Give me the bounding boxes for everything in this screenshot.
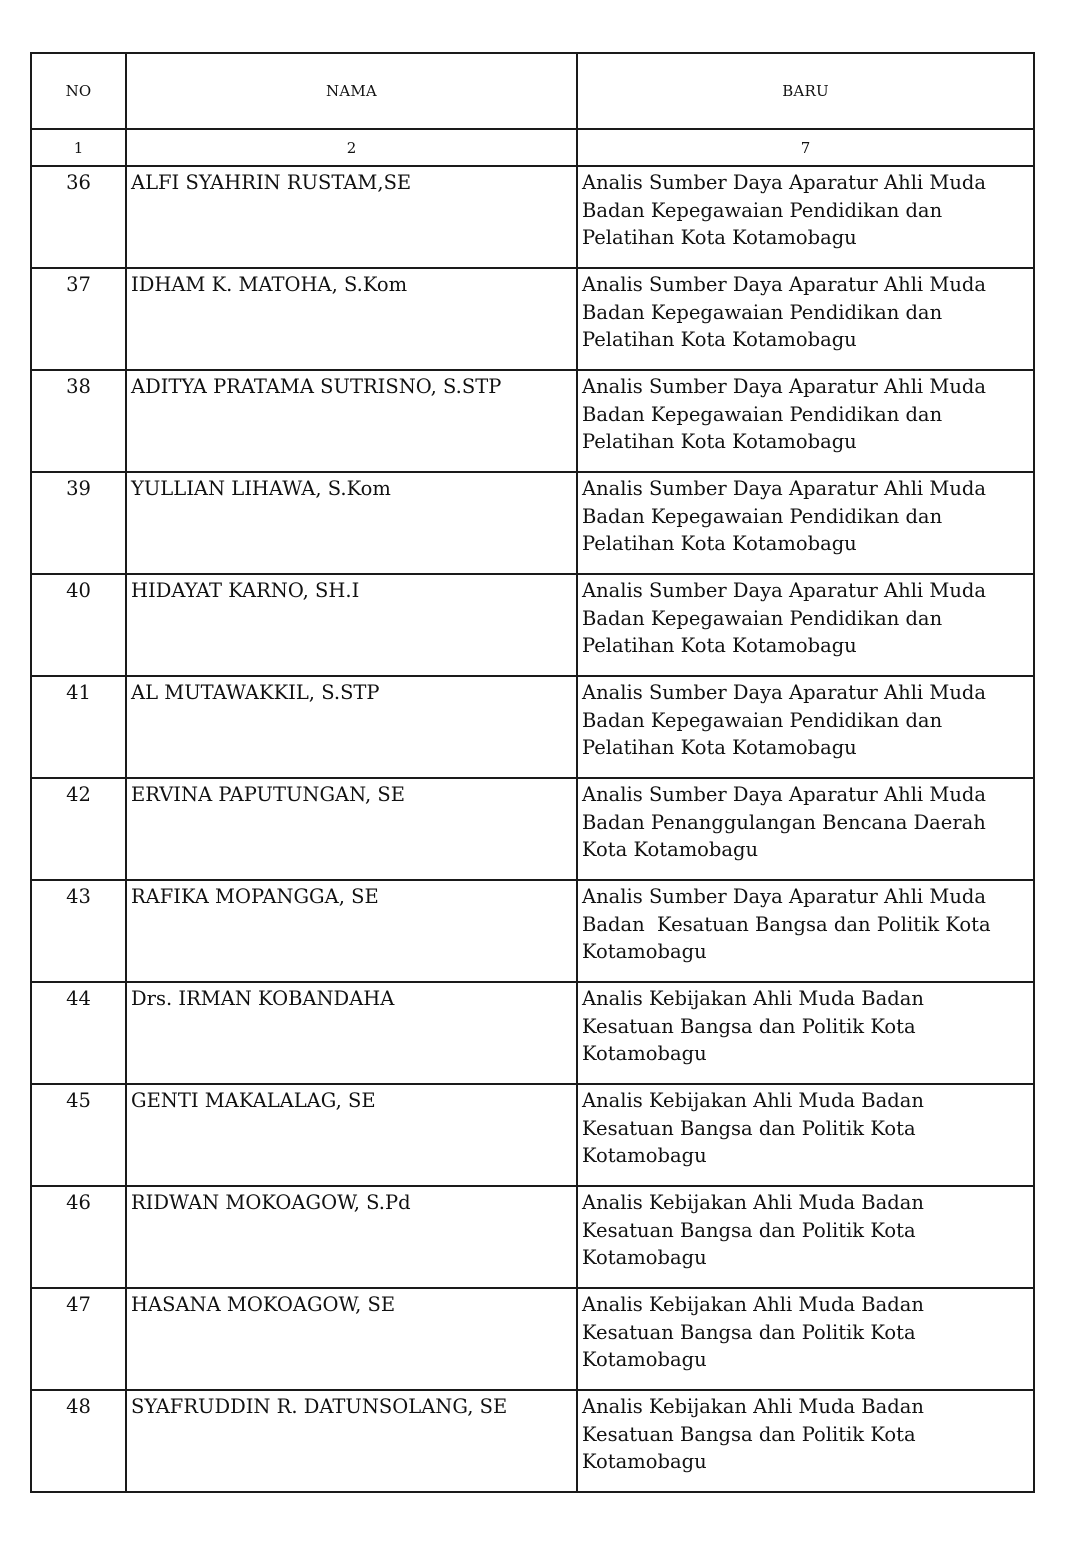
row-number: 41 bbox=[31, 676, 126, 778]
new-position bbox=[577, 370, 1034, 472]
employee-name: ADITYA PRATAMA SUTRISNO, S.STP bbox=[126, 370, 577, 472]
new-position-line: Analis Sumber Daya Aparatur Ahli Muda bbox=[582, 783, 986, 806]
column-number-nama: 2 bbox=[126, 129, 577, 166]
new-position bbox=[577, 472, 1034, 574]
new-position-line: Badan Penanggulangan Bencana Daerah bbox=[582, 810, 986, 834]
table-row bbox=[31, 676, 1034, 778]
document-page bbox=[30, 52, 1033, 1493]
row-number: 48 bbox=[31, 1390, 126, 1492]
new-position-line: Analis Sumber Daya Aparatur Ahli Muda bbox=[582, 579, 986, 602]
table-row bbox=[31, 1084, 1034, 1186]
table-row bbox=[31, 1390, 1034, 1492]
new-position-line: Analis Sumber Daya Aparatur Ahli Muda bbox=[582, 171, 986, 194]
employee-name: AL MUTAWAKKIL, S.STP bbox=[126, 676, 577, 778]
employee-name: YULLIAN LIHAWA, S.Kom bbox=[126, 472, 577, 574]
employee-name: Drs. IRMAN KOBANDAHA bbox=[126, 982, 577, 1084]
new-position-line: Pelatihan Kota Kotamobagu bbox=[582, 226, 857, 249]
row-number: 43 bbox=[31, 880, 126, 982]
column-number-no: 1 bbox=[31, 129, 126, 166]
employee-name: IDHAM K. MATOHA, S.Kom bbox=[126, 268, 577, 370]
new-position-line: Analis Kebijakan Ahli Muda Badan bbox=[582, 987, 924, 1010]
new-position-line: Kotamobagu bbox=[582, 940, 707, 963]
row-number: 44 bbox=[31, 982, 126, 1084]
new-position bbox=[577, 1390, 1034, 1492]
new-position bbox=[577, 268, 1034, 370]
new-position bbox=[577, 1288, 1034, 1390]
new-position-line: Badan Kepegawaian Pendidikan dan bbox=[582, 300, 943, 324]
new-position-line: Kesatuan Bangsa dan Politik Kota bbox=[582, 1320, 916, 1344]
new-position-line: Analis Kebijakan Ahli Muda Badan bbox=[582, 1395, 924, 1418]
employee-name: SYAFRUDDIN R. DATUNSOLANG, SE bbox=[126, 1390, 577, 1492]
table-row bbox=[31, 778, 1034, 880]
row-number: 38 bbox=[31, 370, 126, 472]
table-row bbox=[31, 472, 1034, 574]
new-position-line: Kotamobagu bbox=[582, 1450, 707, 1473]
new-position-line: Analis Sumber Daya Aparatur Ahli Muda bbox=[582, 681, 986, 704]
new-position bbox=[577, 982, 1034, 1084]
column-number-row bbox=[31, 129, 1034, 166]
header-no: NO bbox=[31, 53, 126, 129]
new-position-line: Analis Sumber Daya Aparatur Ahli Muda bbox=[582, 273, 986, 296]
table-row bbox=[31, 574, 1034, 676]
table-body bbox=[31, 166, 1034, 1492]
new-position-line: Analis Sumber Daya Aparatur Ahli Muda bbox=[582, 375, 986, 398]
table-row bbox=[31, 880, 1034, 982]
new-position-line: Kesatuan Bangsa dan Politik Kota bbox=[582, 1116, 916, 1140]
table-row bbox=[31, 1186, 1034, 1288]
employee-name: RAFIKA MOPANGGA, SE bbox=[126, 880, 577, 982]
new-position-line: Kesatuan Bangsa dan Politik Kota bbox=[582, 1422, 916, 1446]
new-position-line: Kotamobagu bbox=[582, 1348, 707, 1371]
new-position-line: Analis Sumber Daya Aparatur Ahli Muda bbox=[582, 885, 986, 908]
row-number: 37 bbox=[31, 268, 126, 370]
new-position-line: Analis Kebijakan Ahli Muda Badan bbox=[582, 1191, 924, 1214]
new-position-line: Badan Kepegawaian Pendidikan dan bbox=[582, 708, 943, 732]
header-baru: BARU bbox=[577, 53, 1034, 129]
table-row bbox=[31, 982, 1034, 1084]
employee-name: RIDWAN MOKOAGOW, S.Pd bbox=[126, 1186, 577, 1288]
header-row bbox=[31, 53, 1034, 129]
new-position-line: Kotamobagu bbox=[582, 1144, 707, 1167]
new-position-line: Analis Sumber Daya Aparatur Ahli Muda bbox=[582, 477, 986, 500]
new-position-line: Kotamobagu bbox=[582, 1246, 707, 1269]
new-position-line: Pelatihan Kota Kotamobagu bbox=[582, 328, 857, 351]
new-position bbox=[577, 880, 1034, 982]
new-position-line: Pelatihan Kota Kotamobagu bbox=[582, 736, 857, 759]
new-position bbox=[577, 676, 1034, 778]
new-position bbox=[577, 574, 1034, 676]
employee-name: GENTI MAKALALAG, SE bbox=[126, 1084, 577, 1186]
row-number: 36 bbox=[31, 166, 126, 268]
new-position-line: Kesatuan Bangsa dan Politik Kota bbox=[582, 1218, 916, 1242]
new-position-line: Analis Kebijakan Ahli Muda Badan bbox=[582, 1293, 924, 1316]
row-number: 40 bbox=[31, 574, 126, 676]
row-number: 42 bbox=[31, 778, 126, 880]
new-position-line: Badan Kepegawaian Pendidikan dan bbox=[582, 606, 943, 630]
new-position-line: Kesatuan Bangsa dan Politik Kota bbox=[582, 1014, 916, 1038]
new-position-line: Badan Kepegawaian Pendidikan dan bbox=[582, 402, 943, 426]
new-position-line: Kotamobagu bbox=[582, 1042, 707, 1065]
table-row bbox=[31, 268, 1034, 370]
row-number: 39 bbox=[31, 472, 126, 574]
row-number: 47 bbox=[31, 1288, 126, 1390]
new-position-line: Badan Kepegawaian Pendidikan dan bbox=[582, 198, 943, 222]
table-row bbox=[31, 166, 1034, 268]
new-position bbox=[577, 1186, 1034, 1288]
new-position-line: Pelatihan Kota Kotamobagu bbox=[582, 532, 857, 555]
row-number: 46 bbox=[31, 1186, 126, 1288]
new-position bbox=[577, 1084, 1034, 1186]
new-position bbox=[577, 778, 1034, 880]
employee-name: HIDAYAT KARNO, SH.I bbox=[126, 574, 577, 676]
new-position-line: Pelatihan Kota Kotamobagu bbox=[582, 430, 857, 453]
employee-name: ALFI SYAHRIN RUSTAM,SE bbox=[126, 166, 577, 268]
employee-name: ERVINA PAPUTUNGAN, SE bbox=[126, 778, 577, 880]
new-position-line: Analis Kebijakan Ahli Muda Badan bbox=[582, 1089, 924, 1112]
new-position bbox=[577, 166, 1034, 268]
header-nama: NAMA bbox=[126, 53, 577, 129]
new-position-line: Pelatihan Kota Kotamobagu bbox=[582, 634, 857, 657]
row-number: 45 bbox=[31, 1084, 126, 1186]
personnel-table bbox=[30, 52, 1035, 1493]
table-row bbox=[31, 370, 1034, 472]
employee-name: HASANA MOKOAGOW, SE bbox=[126, 1288, 577, 1390]
new-position-line: Badan Kesatuan Bangsa dan Politik Kota bbox=[582, 912, 991, 936]
table-row bbox=[31, 1288, 1034, 1390]
new-position-line: Badan Kepegawaian Pendidikan dan bbox=[582, 504, 943, 528]
new-position-line: Kota Kotamobagu bbox=[582, 838, 759, 861]
column-number-baru: 7 bbox=[577, 129, 1034, 166]
